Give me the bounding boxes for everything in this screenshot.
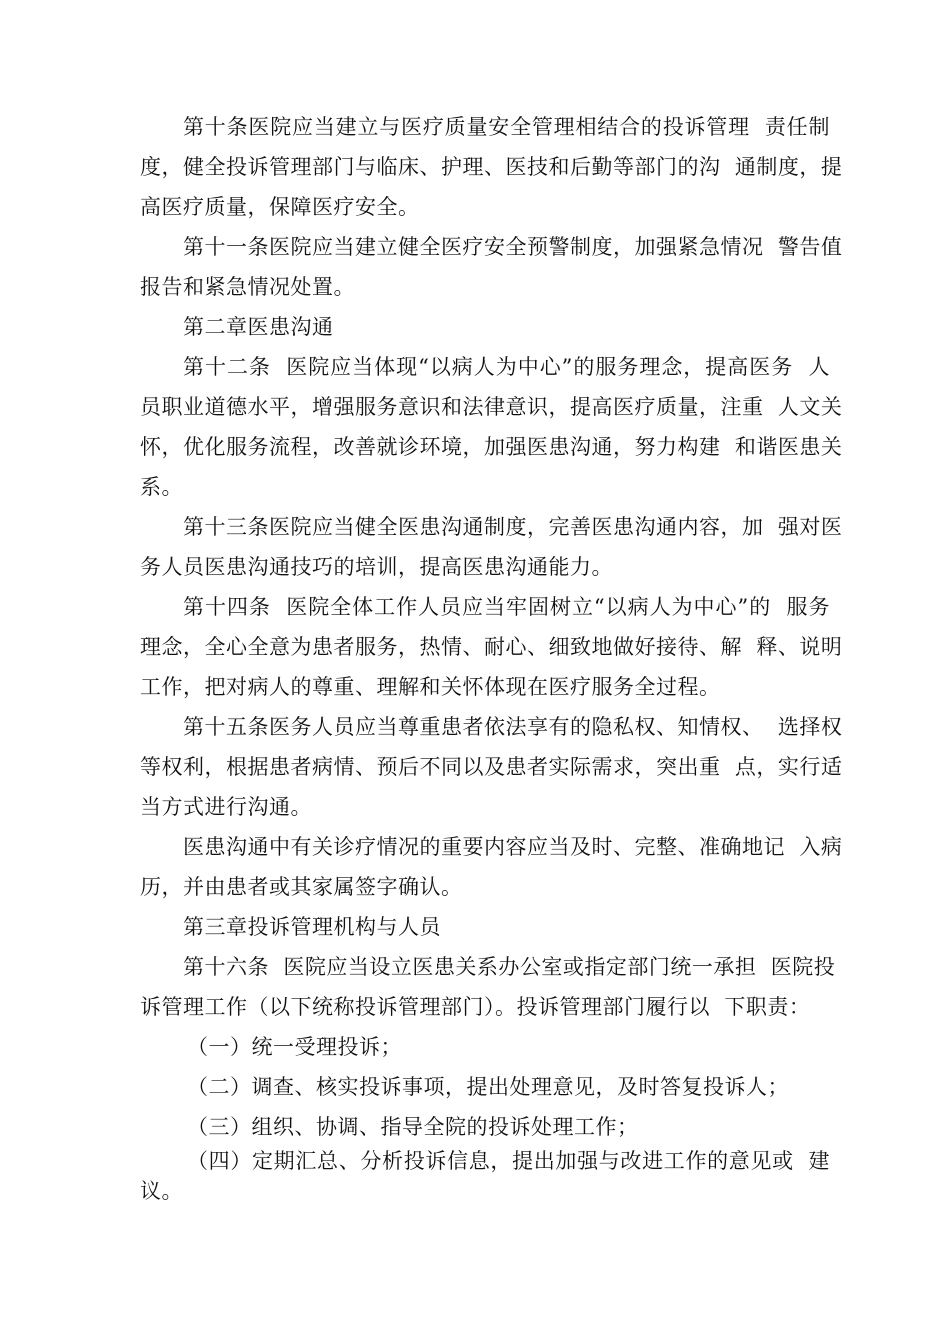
- article-16-line-1: 第十六条 医院应当设立医患关系办公室或指定部门统一承担 医院投: [183, 955, 836, 979]
- article-12-line-2: 员职业道德水平，增强服务意识和法律意识，提高医疗质量，注重 人文关: [140, 395, 843, 419]
- chapter-3-heading: 第三章投诉管理机构与人员: [183, 915, 441, 939]
- article-13-line-1: 第十三条医院应当健全医患沟通制度，完善医患沟通内容，加 强对医: [183, 515, 843, 539]
- article-10-line-1: 第十条医院应当建立与医疗质量安全管理相结合的投诉管理 责任制: [183, 115, 830, 139]
- article-12-line-3: 怀，优化服务流程，改善就诊环境，加强医患沟通，努力构建 和谐医患关: [140, 435, 843, 459]
- article-16-line-2: 诉管理工作（以下统称投诉管理部门）。投诉管理部门履行以 下职责：: [140, 995, 811, 1019]
- article-12-line-4: 系。: [140, 475, 183, 499]
- article-15-line-1: 第十五条医务人员应当尊重患者依法享有的隐私权、知情权、 选择权: [183, 715, 843, 739]
- article-14-line-2: 理念，全心全意为患者服务，热情、耐心、细致地做好接待、解 释、说明: [140, 635, 843, 659]
- duty-item-4-line-2: 议。: [140, 1179, 183, 1203]
- chapter-2-heading: 第二章医患沟通: [183, 315, 334, 339]
- article-15-para2-line-2: 历，并由患者或其家属签字确认。: [140, 875, 463, 899]
- duty-item-3: （三）组织、协调、指导全院的投诉处理工作；: [187, 1115, 639, 1139]
- article-13-line-2: 务人员医患沟通技巧的培训，提高医患沟通能力。: [140, 555, 613, 579]
- article-15-line-2: 等权利，根据患者病情、预后不同以及患者实际需求，突出重 点，实行适: [140, 755, 843, 779]
- duty-item-1: （一）统一受理投诉；: [187, 1035, 402, 1059]
- duty-item-2: （二）调查、核实投诉事项，提出处理意见，及时答复投诉人；: [187, 1075, 789, 1099]
- article-11-line-2: 报告和紧急情况处置。: [140, 275, 355, 299]
- article-10-line-2: 度，健全投诉管理部门与临床、护理、医技和后勤等部门的沟 通制度，提: [140, 155, 843, 179]
- article-15-para2-line-1: 医患沟通中有关诊疗情况的重要内容应当及时、完整、准确地记 入病: [183, 835, 843, 859]
- article-10-line-3: 高医疗质量，保障医疗安全。: [140, 195, 420, 219]
- article-14-line-3: 工作，把对病人的尊重、理解和关怀体现在医疗服务全过程。: [140, 675, 721, 699]
- article-11-line-1: 第十一条医院应当建立健全医疗安全预警制度，加强紧急情况 警告值: [183, 235, 843, 259]
- duty-item-4-line-1: （四）定期汇总、分析投诉信息，提出加强与改进工作的意见或 建: [187, 1149, 830, 1173]
- article-12-line-1: 第十二条 医院应当体现“以病人为中心”的服务理念，提高医务 人: [183, 355, 830, 379]
- article-14-line-1: 第十四条 医院全体工作人员应当牢固树立“以病人为中心”的 服务: [183, 595, 830, 619]
- article-15-line-3: 当方式进行沟通。: [140, 795, 312, 819]
